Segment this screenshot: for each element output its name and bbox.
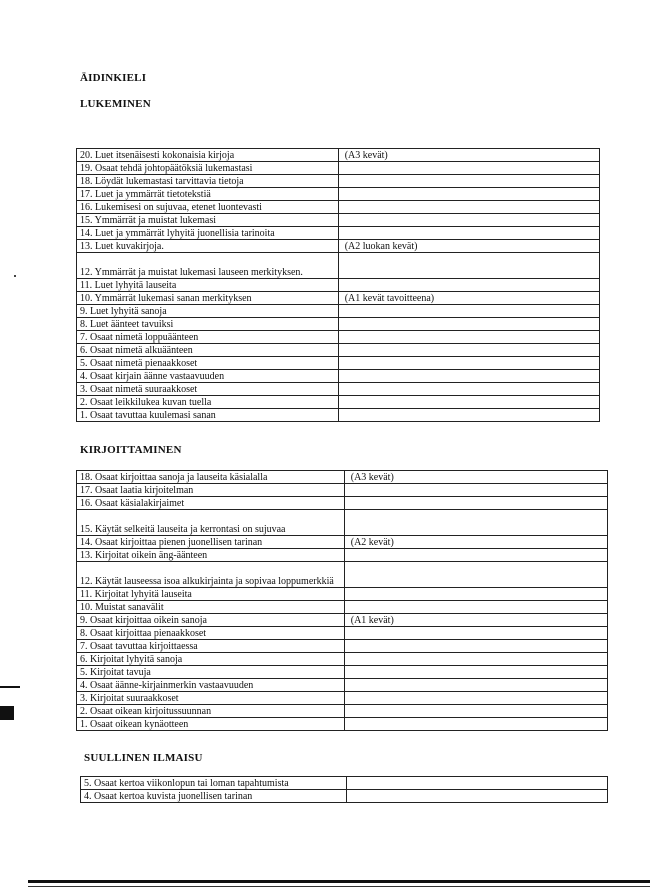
speaking-heading: SUULLINEN ILMAISU [84,752,203,764]
skill-cell: 16. Osaat käsialakirjaimet [77,497,345,510]
note-cell [338,214,599,227]
table-row [77,666,608,679]
skill-cell: 14. Luet ja ymmärrät lyhyitä juonellisia tarinoita [77,227,339,240]
note-cell [344,562,607,588]
scan-margin-block [0,706,14,720]
skill-cell: 3. Osaat nimetä suuraakkoset [77,383,339,396]
note-cell [344,549,607,562]
scan-mark [14,275,16,277]
skill-cell: 11. Kirjoitat lyhyitä lauseita [77,588,345,601]
skill-cell: 1. Osaat oikean kynäotteen [77,718,345,731]
skill-cell: 9. Osaat kirjoittaa oikein sanoja [77,614,345,627]
note-cell [338,253,599,279]
note-cell [338,305,599,318]
note-cell [344,588,607,601]
table-row [77,214,600,227]
skill-cell: 5. Osaat nimetä pienaakkoset [77,357,339,370]
note-cell: (A2 luokan kevät) [338,240,599,253]
table-row [77,627,608,640]
writing-table [76,470,608,731]
table-row [77,601,608,614]
table-row [77,588,608,601]
skill-cell: 18. Osaat kirjoittaa sanoja ja lauseita käsialalla [77,471,345,484]
skill-cell: 10. Muistat sanavälit [77,601,345,614]
table-row [77,536,608,549]
note-cell [344,627,607,640]
table-row [77,718,608,731]
skill-cell: 6. Osaat nimetä alkuäänteen [77,344,339,357]
skill-cell: 8. Osaat kirjoittaa pienaakkoset [77,627,345,640]
writing-heading: KIRJOITTAMINEN [80,444,182,456]
note-cell: (A1 kevät tavoitteena) [338,292,599,305]
note-cell [338,396,599,409]
note-cell: (A3 kevät) [338,149,599,162]
note-cell [344,510,607,536]
skill-cell: 17. Luet ja ymmärrät tietotekstiä [77,188,339,201]
table-row [81,790,608,803]
table-row [77,497,608,510]
skill-cell: 9. Luet lyhyitä sanoja [77,305,339,318]
table-row [77,149,600,162]
skill-cell: 13. Luet kuvakirjoja. [77,240,339,253]
note-cell [338,370,599,383]
speaking-table [80,776,608,803]
table-row [77,175,600,188]
table-row [81,777,608,790]
table-row [77,484,608,497]
table-row [77,653,608,666]
table-row [77,614,608,627]
skill-cell: 6. Kirjoitat lyhyitä sanoja [77,653,345,666]
table-row [77,692,608,705]
skill-cell: 20. Luet itsenäisesti kokonaisia kirjoja [77,149,339,162]
table-row [77,396,600,409]
table-row [77,305,600,318]
note-cell: (A3 kevät) [344,471,607,484]
skill-cell: 19. Osaat tehdä johtopäätöksiä lukemastasi [77,162,339,175]
table-row [77,705,608,718]
skill-cell: 12. Käytät lauseessa isoa alkukirjainta ja sopivaa loppumerkkiä [77,562,345,588]
table-row [77,201,600,214]
note-cell [344,705,607,718]
skill-cell: 8. Luet äänteet tavuiksi [77,318,339,331]
note-cell [338,175,599,188]
table-row [77,549,608,562]
note-cell [338,357,599,370]
skill-cell: 17. Osaat laatia kirjoitelman [77,484,345,497]
note-cell [346,790,607,803]
reading-heading: LUKEMINEN [80,98,151,110]
skill-cell: 15. Käytät selkeitä lauseita ja kerrontasi on sujuvaa [77,510,345,536]
note-cell [338,344,599,357]
note-cell [338,318,599,331]
note-cell: (A2 kevät) [344,536,607,549]
skill-cell: 4. Osaat äänne-kirjainmerkin vastaavuuden [77,679,345,692]
note-cell [344,718,607,731]
note-cell [344,679,607,692]
table-row [77,318,600,331]
skill-cell: 14. Osaat kirjoittaa pienen juonellisen tarinan [77,536,345,549]
table-row [77,162,600,175]
skill-cell: 5. Kirjoitat tavuja [77,666,345,679]
note-cell [338,279,599,292]
note-cell [344,484,607,497]
note-cell [338,383,599,396]
table-row [77,640,608,653]
reading-table [76,148,600,422]
note-cell [338,188,599,201]
table-row [77,471,608,484]
note-cell [344,692,607,705]
note-cell [344,653,607,666]
table-row [77,679,608,692]
skill-cell: 15. Ymmärrät ja muistat lukemasi [77,214,339,227]
note-cell [338,227,599,240]
table-row [77,510,608,536]
table-row [77,227,600,240]
note-cell [346,777,607,790]
table-row [77,370,600,383]
table-row [77,383,600,396]
table-row [77,240,600,253]
note-cell [344,601,607,614]
note-cell [344,640,607,653]
table-row [77,344,600,357]
skill-cell: 10. Ymmärrät lukemasi sanan merkityksen [77,292,339,305]
table-row [77,279,600,292]
note-cell: (A1 kevät) [344,614,607,627]
skill-cell: 1. Osaat tavuttaa kuulemasi sanan [77,409,339,422]
note-cell [344,666,607,679]
skill-cell: 2. Osaat oikean kirjoitussuunnan [77,705,345,718]
note-cell [338,409,599,422]
table-row [77,562,608,588]
table-row [77,409,600,422]
table-row [77,331,600,344]
skill-cell: 11. Luet lyhyitä lauseita [77,279,339,292]
bottom-edge-line-thin [28,886,650,887]
skill-cell: 18. Löydät lukemastasi tarvittavia tietoja [77,175,339,188]
skill-cell: 4. Osaat kirjain äänne vastaavuuden [77,370,339,383]
note-cell [338,162,599,175]
skill-cell: 13. Kirjoitat oikein äng-äänteen [77,549,345,562]
table-row [77,357,600,370]
skill-cell: 5. Osaat kertoa viikonlopun tai loman tapahtumista [81,777,347,790]
skill-cell: 7. Osaat nimetä loppuäänteen [77,331,339,344]
skill-cell: 2. Osaat leikkilukea kuvan tuella [77,396,339,409]
skill-cell: 7. Osaat tavuttaa kirjoittaessa [77,640,345,653]
skill-cell: 12. Ymmärrät ja muistat lukemasi lauseen merkityksen. [77,253,339,279]
skill-cell: 16. Lukemisesi on sujuvaa, etenet luontevasti [77,201,339,214]
page-title: ÄIDINKIELI [80,72,147,84]
table-row [77,188,600,201]
note-cell [338,201,599,214]
table-row [77,292,600,305]
note-cell [338,331,599,344]
skill-cell: 3. Kirjoitat suuraakkoset [77,692,345,705]
note-cell [344,497,607,510]
skill-cell: 4. Osaat kertoa kuvista juonellisen tarinan [81,790,347,803]
table-row [77,253,600,279]
bottom-edge-line [28,880,650,883]
scan-margin-line [0,686,20,688]
